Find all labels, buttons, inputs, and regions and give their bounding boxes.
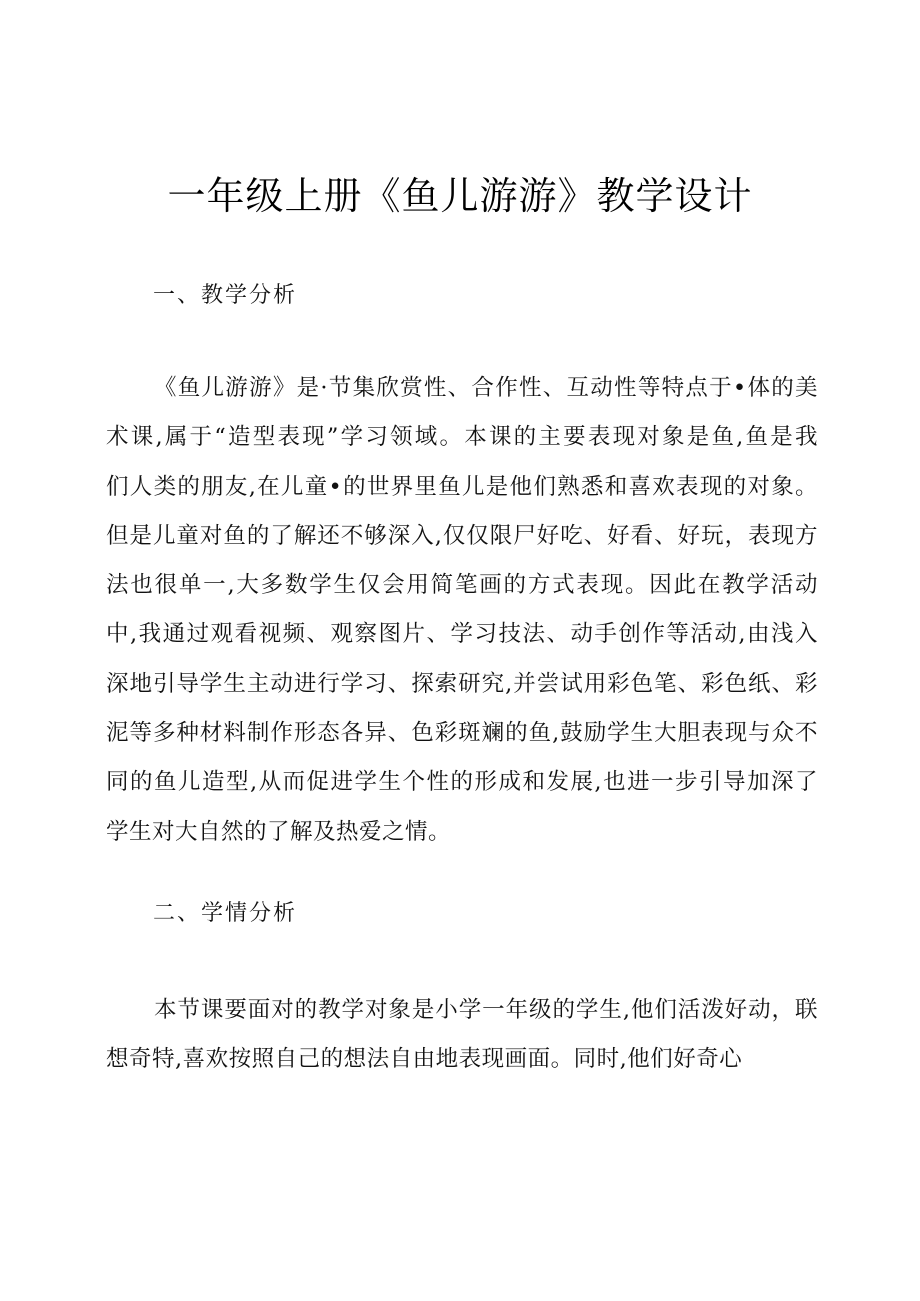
paragraph-line: 但是儿童对鱼的了解还不够深入,仅仅限尸好吃、好看、好玩，表现方 — [106, 522, 818, 549]
paragraph-line: 学生对大自然的了解及热爱之情。 — [106, 818, 452, 845]
paragraph-line: 术课,属于“造型表现”学习领域。本课的主要表现对象是鱼,鱼是我 — [106, 424, 818, 451]
paragraph-line: 想奇特,喜欢按照自己的想法自由地表现画面。同时,他们好奇心 — [106, 1046, 743, 1073]
paragraph-line: 《鱼儿游游》是·节集欣赏性、合作性、互动性等特点于•体的美 — [154, 375, 818, 401]
paragraph-line: 法也很单一,大多数学生仅会用简笔画的方式表现。因此在教学活动 — [106, 572, 818, 599]
paragraph-line: 同的鱼儿造型,从而促进学生个性的形成和发展,也进一步引导加深了 — [106, 769, 818, 796]
paragraph-teaching-analysis — [106, 364, 818, 857]
paragraph-line: 深地引导学生主动进行学习、探索研究,并尝试用彩色笔、彩色纸、彩 — [106, 670, 818, 697]
section-heading-learning-analysis: 二、学情分析 — [153, 901, 298, 926]
paragraph-line: 泥等多种材料制作形态各异、色彩斑斓的鱼,鼓励学生大胆表现与众不 — [106, 720, 818, 747]
paragraph-line: 中,我通过观看视频、观察图片、学习技法、动手创作等活动,由浅入 — [106, 621, 818, 648]
paragraph-learning-analysis — [106, 986, 818, 1085]
paragraph-line: 本节课要面对的教学对象是小学一年级的学生,他们活泼好动，联 — [154, 997, 818, 1023]
document-title: 一年级上册《鱼儿游游》教学设计 — [167, 174, 753, 218]
paragraph-line: 们人类的朋友,在儿童•的世界里鱼儿是他们熟悉和喜欢表现的对象。 — [106, 473, 818, 500]
section-heading-teaching-analysis: 一、教学分析 — [153, 283, 298, 308]
